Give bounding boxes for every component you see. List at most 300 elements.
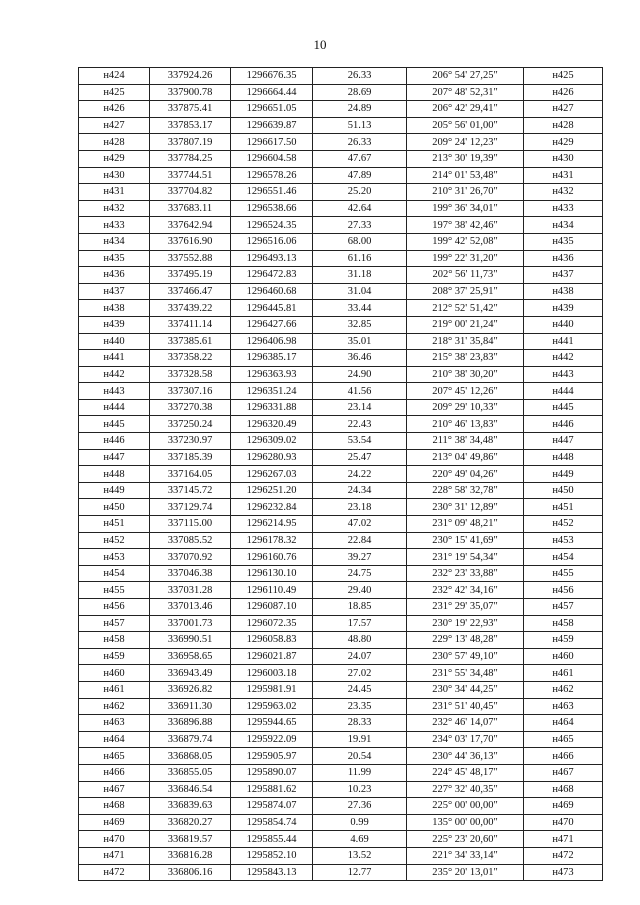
point-to-cell: н473: [524, 864, 603, 881]
distance-cell: 28.69: [313, 84, 407, 101]
table-row: [79, 184, 603, 201]
y-coordinate-cell: 1296524.35: [231, 217, 313, 234]
point-to-cell: н470: [524, 814, 603, 831]
x-coordinate-cell: 337129.74: [150, 499, 231, 516]
distance-cell: 36.46: [313, 350, 407, 367]
x-coordinate-cell: 337924.26: [150, 68, 231, 85]
point-from-cell: н431: [79, 184, 150, 201]
table-row: [79, 798, 603, 815]
x-coordinate-cell: 336911.30: [150, 698, 231, 715]
bearing-cell: 202° 56' 11,73": [407, 267, 524, 284]
y-coordinate-cell: 1296130.10: [231, 565, 313, 582]
bearing-cell: 227° 32' 40,35": [407, 781, 524, 798]
point-from-cell: н468: [79, 798, 150, 815]
distance-cell: 47.67: [313, 150, 407, 167]
x-coordinate-cell: 337439.22: [150, 300, 231, 317]
bearing-cell: 232° 23' 33,88": [407, 565, 524, 582]
coordinates-table-body: [79, 68, 603, 881]
distance-cell: 22.84: [313, 532, 407, 549]
point-to-cell: н439: [524, 300, 603, 317]
point-to-cell: н471: [524, 831, 603, 848]
point-to-cell: н466: [524, 748, 603, 765]
point-from-cell: н425: [79, 84, 150, 101]
distance-cell: 28.33: [313, 715, 407, 732]
point-to-cell: н464: [524, 715, 603, 732]
bearing-cell: 230° 34' 44,25": [407, 681, 524, 698]
table-row: [79, 847, 603, 864]
x-coordinate-cell: 336958.65: [150, 648, 231, 665]
point-to-cell: н455: [524, 565, 603, 582]
y-coordinate-cell: 1295881.62: [231, 781, 313, 798]
y-coordinate-cell: 1296232.84: [231, 499, 313, 516]
table-row: [79, 532, 603, 549]
point-to-cell: н430: [524, 150, 603, 167]
bearing-cell: 231° 19' 54,34": [407, 549, 524, 566]
x-coordinate-cell: 337495.19: [150, 267, 231, 284]
table-row: [79, 615, 603, 632]
y-coordinate-cell: 1296427.66: [231, 316, 313, 333]
distance-cell: 10.23: [313, 781, 407, 798]
bearing-cell: 230° 31' 12,89": [407, 499, 524, 516]
y-coordinate-cell: 1296551.46: [231, 184, 313, 201]
y-coordinate-cell: 1296178.32: [231, 532, 313, 549]
table-row: [79, 200, 603, 217]
point-to-cell: н467: [524, 764, 603, 781]
table-row: [79, 731, 603, 748]
bearing-cell: 231° 09' 48,21": [407, 516, 524, 533]
x-coordinate-cell: 337070.92: [150, 549, 231, 566]
y-coordinate-cell: 1296385.17: [231, 350, 313, 367]
distance-cell: 11.99: [313, 764, 407, 781]
y-coordinate-cell: 1296110.49: [231, 582, 313, 599]
y-coordinate-cell: 1295854.74: [231, 814, 313, 831]
bearing-cell: 230° 44' 36,13": [407, 748, 524, 765]
x-coordinate-cell: 337085.52: [150, 532, 231, 549]
x-coordinate-cell: 336926.82: [150, 681, 231, 698]
y-coordinate-cell: 1296160.76: [231, 549, 313, 566]
point-from-cell: н467: [79, 781, 150, 798]
point-to-cell: н452: [524, 516, 603, 533]
point-from-cell: н428: [79, 134, 150, 151]
bearing-cell: 206° 42' 29,41": [407, 101, 524, 118]
y-coordinate-cell: 1296639.87: [231, 117, 313, 134]
y-coordinate-cell: 1296651.05: [231, 101, 313, 118]
point-to-cell: н427: [524, 101, 603, 118]
table-row: [79, 250, 603, 267]
point-from-cell: н442: [79, 366, 150, 383]
y-coordinate-cell: 1295874.07: [231, 798, 313, 815]
distance-cell: 29.40: [313, 582, 407, 599]
point-to-cell: н458: [524, 615, 603, 632]
point-to-cell: н438: [524, 283, 603, 300]
bearing-cell: 231° 55' 34,48": [407, 665, 524, 682]
table-row: [79, 781, 603, 798]
bearing-cell: 209° 24' 12,23": [407, 134, 524, 151]
y-coordinate-cell: 1296604.58: [231, 150, 313, 167]
x-coordinate-cell: 337031.28: [150, 582, 231, 599]
distance-cell: 53.54: [313, 433, 407, 450]
point-from-cell: н455: [79, 582, 150, 599]
point-to-cell: н456: [524, 582, 603, 599]
table-row: [79, 549, 603, 566]
x-coordinate-cell: 337250.24: [150, 416, 231, 433]
y-coordinate-cell: 1296617.50: [231, 134, 313, 151]
distance-cell: 27.33: [313, 217, 407, 234]
x-coordinate-cell: 337784.25: [150, 150, 231, 167]
y-coordinate-cell: 1295855.44: [231, 831, 313, 848]
table-row: [79, 715, 603, 732]
bearing-cell: 224° 45' 48,17": [407, 764, 524, 781]
distance-cell: 18.85: [313, 599, 407, 616]
bearing-cell: 213° 04' 49,86": [407, 449, 524, 466]
point-from-cell: н462: [79, 698, 150, 715]
bearing-cell: 218° 31' 35,84": [407, 333, 524, 350]
bearing-cell: 234° 03' 17,70": [407, 731, 524, 748]
point-to-cell: н446: [524, 416, 603, 433]
bearing-cell: 207° 45' 12,26": [407, 383, 524, 400]
y-coordinate-cell: 1296320.49: [231, 416, 313, 433]
bearing-cell: 210° 38' 30,20": [407, 366, 524, 383]
bearing-cell: 229° 13' 48,28": [407, 632, 524, 649]
x-coordinate-cell: 336896.88: [150, 715, 231, 732]
table-row: [79, 167, 603, 184]
point-to-cell: н447: [524, 433, 603, 450]
x-coordinate-cell: 337115.00: [150, 516, 231, 533]
table-row: [79, 665, 603, 682]
point-to-cell: н443: [524, 366, 603, 383]
point-to-cell: н469: [524, 798, 603, 815]
table-row: [79, 134, 603, 151]
y-coordinate-cell: 1296445.81: [231, 300, 313, 317]
y-coordinate-cell: 1296087.10: [231, 599, 313, 616]
point-from-cell: н448: [79, 466, 150, 483]
bearing-cell: 220° 49' 04,26": [407, 466, 524, 483]
bearing-cell: 219° 00' 21,24": [407, 316, 524, 333]
table-row: [79, 433, 603, 450]
table-row: [79, 333, 603, 350]
point-from-cell: н439: [79, 316, 150, 333]
y-coordinate-cell: 1296472.83: [231, 267, 313, 284]
y-coordinate-cell: 1295905.97: [231, 748, 313, 765]
table-row: [79, 814, 603, 831]
distance-cell: 42.64: [313, 200, 407, 217]
distance-cell: 39.27: [313, 549, 407, 566]
point-to-cell: н463: [524, 698, 603, 715]
table-row: [79, 582, 603, 599]
x-coordinate-cell: 337807.19: [150, 134, 231, 151]
y-coordinate-cell: 1296493.13: [231, 250, 313, 267]
bearing-cell: 214° 01' 53,48": [407, 167, 524, 184]
point-from-cell: н446: [79, 433, 150, 450]
point-from-cell: н459: [79, 648, 150, 665]
y-coordinate-cell: 1295843.13: [231, 864, 313, 881]
point-to-cell: н453: [524, 532, 603, 549]
point-to-cell: н462: [524, 681, 603, 698]
point-to-cell: н436: [524, 250, 603, 267]
point-from-cell: н458: [79, 632, 150, 649]
bearing-cell: 199° 36' 34,01": [407, 200, 524, 217]
x-coordinate-cell: 337616.90: [150, 233, 231, 250]
table-row: [79, 399, 603, 416]
table-row: [79, 748, 603, 765]
table-row: [79, 316, 603, 333]
bearing-cell: 230° 57' 49,10": [407, 648, 524, 665]
distance-cell: 25.20: [313, 184, 407, 201]
bearing-cell: 212° 52' 51,42": [407, 300, 524, 317]
distance-cell: 13.52: [313, 847, 407, 864]
point-from-cell: н463: [79, 715, 150, 732]
table-row: [79, 466, 603, 483]
table-row: [79, 864, 603, 881]
table-row: [79, 383, 603, 400]
y-coordinate-cell: 1296309.02: [231, 433, 313, 450]
table-row: [79, 565, 603, 582]
distance-cell: 24.89: [313, 101, 407, 118]
x-coordinate-cell: 337704.82: [150, 184, 231, 201]
table-row: [79, 117, 603, 134]
point-from-cell: н426: [79, 101, 150, 118]
x-coordinate-cell: 337411.14: [150, 316, 231, 333]
point-from-cell: н424: [79, 68, 150, 85]
bearing-cell: 215° 38' 23,83": [407, 350, 524, 367]
y-coordinate-cell: 1295981.91: [231, 681, 313, 698]
y-coordinate-cell: 1296351.24: [231, 383, 313, 400]
x-coordinate-cell: 337185.39: [150, 449, 231, 466]
bearing-cell: 230° 19' 22,93": [407, 615, 524, 632]
distance-cell: 31.18: [313, 267, 407, 284]
distance-cell: 24.22: [313, 466, 407, 483]
point-from-cell: н470: [79, 831, 150, 848]
bearing-cell: 213° 30' 19,39": [407, 150, 524, 167]
table-row: [79, 150, 603, 167]
point-from-cell: н451: [79, 516, 150, 533]
x-coordinate-cell: 337230.97: [150, 433, 231, 450]
distance-cell: 47.89: [313, 167, 407, 184]
x-coordinate-cell: 337328.58: [150, 366, 231, 383]
point-to-cell: н444: [524, 383, 603, 400]
point-from-cell: н438: [79, 300, 150, 317]
distance-cell: 47.02: [313, 516, 407, 533]
point-to-cell: н457: [524, 599, 603, 616]
distance-cell: 61.16: [313, 250, 407, 267]
distance-cell: 22.43: [313, 416, 407, 433]
point-to-cell: н426: [524, 84, 603, 101]
table-row: [79, 648, 603, 665]
distance-cell: 23.35: [313, 698, 407, 715]
point-from-cell: н465: [79, 748, 150, 765]
y-coordinate-cell: 1295963.02: [231, 698, 313, 715]
y-coordinate-cell: 1296664.44: [231, 84, 313, 101]
bearing-cell: 205° 56' 01,00": [407, 117, 524, 134]
x-coordinate-cell: 337046.38: [150, 565, 231, 582]
table-row: [79, 416, 603, 433]
y-coordinate-cell: 1296363.93: [231, 366, 313, 383]
bearing-cell: 235° 20' 13,01": [407, 864, 524, 881]
table-row: [79, 499, 603, 516]
point-to-cell: н461: [524, 665, 603, 682]
distance-cell: 48.80: [313, 632, 407, 649]
point-to-cell: н468: [524, 781, 603, 798]
point-from-cell: н440: [79, 333, 150, 350]
y-coordinate-cell: 1296676.35: [231, 68, 313, 85]
table-row: [79, 300, 603, 317]
distance-cell: 4.69: [313, 831, 407, 848]
point-from-cell: н472: [79, 864, 150, 881]
point-from-cell: н453: [79, 549, 150, 566]
y-coordinate-cell: 1296214.95: [231, 516, 313, 533]
point-from-cell: н445: [79, 416, 150, 433]
bearing-cell: 199° 22' 31,20": [407, 250, 524, 267]
point-to-cell: н440: [524, 316, 603, 333]
table-row: [79, 482, 603, 499]
bearing-cell: 232° 42' 34,16": [407, 582, 524, 599]
y-coordinate-cell: 1296058.83: [231, 632, 313, 649]
point-from-cell: н454: [79, 565, 150, 582]
y-coordinate-cell: 1296538.66: [231, 200, 313, 217]
distance-cell: 26.33: [313, 134, 407, 151]
distance-cell: 41.56: [313, 383, 407, 400]
y-coordinate-cell: 1296072.35: [231, 615, 313, 632]
y-coordinate-cell: 1296021.87: [231, 648, 313, 665]
point-to-cell: н429: [524, 134, 603, 151]
point-from-cell: н450: [79, 499, 150, 516]
y-coordinate-cell: 1296516.06: [231, 233, 313, 250]
x-coordinate-cell: 336820.27: [150, 814, 231, 831]
distance-cell: 0.99: [313, 814, 407, 831]
x-coordinate-cell: 337900.78: [150, 84, 231, 101]
point-from-cell: н443: [79, 383, 150, 400]
bearing-cell: 209° 29' 10,33": [407, 399, 524, 416]
table-row: [79, 764, 603, 781]
point-to-cell: н448: [524, 449, 603, 466]
table-row: [79, 599, 603, 616]
y-coordinate-cell: 1296460.68: [231, 283, 313, 300]
page-number: 10: [313, 37, 327, 52]
x-coordinate-cell: 336855.05: [150, 764, 231, 781]
point-to-cell: н433: [524, 200, 603, 217]
point-from-cell: н434: [79, 233, 150, 250]
point-from-cell: н447: [79, 449, 150, 466]
table-row: [79, 101, 603, 118]
distance-cell: 24.75: [313, 565, 407, 582]
point-to-cell: н428: [524, 117, 603, 134]
point-to-cell: н450: [524, 482, 603, 499]
point-from-cell: н457: [79, 615, 150, 632]
bearing-cell: 207° 48' 52,31": [407, 84, 524, 101]
x-coordinate-cell: 337358.22: [150, 350, 231, 367]
table-row: [79, 516, 603, 533]
table-row: [79, 267, 603, 284]
x-coordinate-cell: 337466.47: [150, 283, 231, 300]
point-from-cell: н461: [79, 681, 150, 698]
point-to-cell: н435: [524, 233, 603, 250]
distance-cell: 25.47: [313, 449, 407, 466]
bearing-cell: 197° 38' 42,46": [407, 217, 524, 234]
point-from-cell: н433: [79, 217, 150, 234]
point-from-cell: н441: [79, 350, 150, 367]
table-row: [79, 84, 603, 101]
point-to-cell: н449: [524, 466, 603, 483]
point-to-cell: н431: [524, 167, 603, 184]
table-row: [79, 366, 603, 383]
point-to-cell: н432: [524, 184, 603, 201]
y-coordinate-cell: 1296406.98: [231, 333, 313, 350]
distance-cell: 20.54: [313, 748, 407, 765]
point-from-cell: н435: [79, 250, 150, 267]
point-from-cell: н432: [79, 200, 150, 217]
table-row: [79, 233, 603, 250]
x-coordinate-cell: 336990.51: [150, 632, 231, 649]
point-from-cell: н466: [79, 764, 150, 781]
point-from-cell: н469: [79, 814, 150, 831]
point-to-cell: н451: [524, 499, 603, 516]
bearing-cell: 228° 58' 32,78": [407, 482, 524, 499]
bearing-cell: 206° 54' 27,25": [407, 68, 524, 85]
x-coordinate-cell: 337307.16: [150, 383, 231, 400]
table-row: [79, 698, 603, 715]
distance-cell: 35.01: [313, 333, 407, 350]
distance-cell: 27.02: [313, 665, 407, 682]
x-coordinate-cell: 336879.74: [150, 731, 231, 748]
coordinates-table: [78, 67, 603, 881]
distance-cell: 23.18: [313, 499, 407, 516]
bearing-cell: 208° 37' 25,91": [407, 283, 524, 300]
point-to-cell: н434: [524, 217, 603, 234]
point-to-cell: н441: [524, 333, 603, 350]
y-coordinate-cell: 1295890.07: [231, 764, 313, 781]
x-coordinate-cell: 337853.17: [150, 117, 231, 134]
point-to-cell: н454: [524, 549, 603, 566]
distance-cell: 32.85: [313, 316, 407, 333]
y-coordinate-cell: 1296331.88: [231, 399, 313, 416]
x-coordinate-cell: 336839.63: [150, 798, 231, 815]
bearing-cell: 232° 46' 14,07": [407, 715, 524, 732]
bearing-cell: 210° 31' 26,70": [407, 184, 524, 201]
table-row: [79, 68, 603, 85]
distance-cell: 26.33: [313, 68, 407, 85]
distance-cell: 51.13: [313, 117, 407, 134]
y-coordinate-cell: 1296267.03: [231, 466, 313, 483]
x-coordinate-cell: 337164.05: [150, 466, 231, 483]
distance-cell: 17.57: [313, 615, 407, 632]
y-coordinate-cell: 1296280.93: [231, 449, 313, 466]
y-coordinate-cell: 1295922.09: [231, 731, 313, 748]
x-coordinate-cell: 336819.57: [150, 831, 231, 848]
x-coordinate-cell: 337145.72: [150, 482, 231, 499]
x-coordinate-cell: 337270.38: [150, 399, 231, 416]
distance-cell: 12.77: [313, 864, 407, 881]
bearing-cell: 135° 00' 00,00": [407, 814, 524, 831]
x-coordinate-cell: 337744.51: [150, 167, 231, 184]
point-to-cell: н472: [524, 847, 603, 864]
point-from-cell: н449: [79, 482, 150, 499]
distance-cell: 27.36: [313, 798, 407, 815]
x-coordinate-cell: 337001.73: [150, 615, 231, 632]
distance-cell: 23.14: [313, 399, 407, 416]
point-from-cell: н456: [79, 599, 150, 616]
bearing-cell: 231° 51' 40,45": [407, 698, 524, 715]
bearing-cell: 221° 34' 33,14": [407, 847, 524, 864]
point-from-cell: н452: [79, 532, 150, 549]
bearing-cell: 210° 46' 13,83": [407, 416, 524, 433]
point-to-cell: н445: [524, 399, 603, 416]
point-from-cell: н464: [79, 731, 150, 748]
bearing-cell: 225° 23' 20,60": [407, 831, 524, 848]
x-coordinate-cell: 337552.88: [150, 250, 231, 267]
distance-cell: 68.00: [313, 233, 407, 250]
y-coordinate-cell: 1295944.65: [231, 715, 313, 732]
y-coordinate-cell: 1296251.20: [231, 482, 313, 499]
